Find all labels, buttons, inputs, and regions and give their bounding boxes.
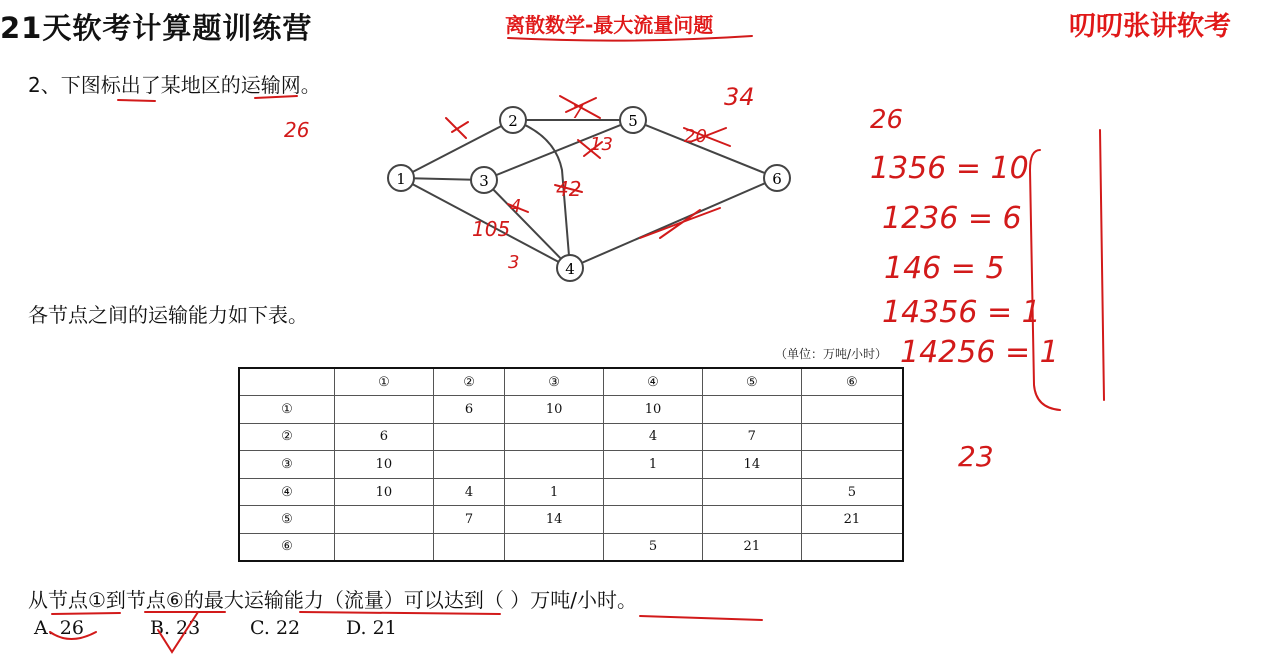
table-cell: [505, 533, 604, 561]
note-34: 34: [724, 83, 755, 111]
table-cell: 4: [433, 478, 504, 506]
table-cell: ⑤: [239, 506, 335, 534]
table-row: [239, 396, 903, 424]
table-cell: [702, 478, 801, 506]
node-3: [471, 167, 497, 193]
table-cell: 21: [801, 506, 903, 534]
table-header-cell: ③: [505, 368, 604, 396]
table-cell: ⑥: [239, 533, 335, 561]
table-cell: [604, 478, 703, 506]
note-13: 13: [590, 134, 613, 155]
table-cell: [702, 396, 801, 424]
note-42: 42: [556, 177, 582, 201]
edge-4-6: [570, 178, 777, 268]
table-header-cell: [239, 368, 335, 396]
table-cell: [433, 423, 504, 451]
table-cell: [702, 506, 801, 534]
table-cell: 10: [335, 478, 434, 506]
note-3: 3: [508, 252, 520, 273]
table-cell: 1: [604, 451, 703, 479]
note-20: 20: [684, 126, 707, 147]
table-cell: [335, 533, 434, 561]
option-a[interactable]: A. 26: [34, 617, 84, 639]
table-header-cell: ④: [604, 368, 703, 396]
table-cell: 5: [801, 478, 903, 506]
table-header-cell: ⑤: [702, 368, 801, 396]
capacity-table: [238, 367, 904, 562]
node-3-label: 3: [479, 172, 489, 190]
question-intro: 2、下图标出了某地区的运输网。: [28, 73, 321, 97]
unit-note: （单位：万吨/小时）: [775, 347, 888, 361]
table-cell: [335, 396, 434, 424]
table-cell: [604, 506, 703, 534]
note-26-left: 26: [284, 118, 310, 142]
option-d[interactable]: D. 21: [346, 617, 397, 639]
course-title: 21天软考计算题训练营: [0, 11, 313, 45]
table-cell: [433, 533, 504, 561]
path-line-4: 14356 = 1: [882, 295, 1041, 330]
path-line-3: 146 = 5: [884, 251, 1005, 286]
table-cell: 4: [604, 423, 703, 451]
brand-title: 叨叨张讲软考: [1069, 11, 1231, 42]
table-cell: [433, 451, 504, 479]
node-2-label: 2: [508, 112, 518, 130]
path-line-1: 1356 = 10: [870, 151, 1029, 186]
node-2: [500, 107, 526, 133]
table-cell: 14: [702, 451, 801, 479]
table-cell: 21: [702, 533, 801, 561]
paths-bracket-right: [1100, 130, 1104, 400]
path-line-5: 14256 = 1: [900, 335, 1059, 370]
table-cell: [801, 451, 903, 479]
note-26-total: 26: [870, 105, 904, 135]
table-cell: ③: [239, 451, 335, 479]
option-b[interactable]: B. 23: [150, 617, 201, 639]
table-cell: [505, 423, 604, 451]
table-cell: 14: [505, 506, 604, 534]
table-cell: 5: [604, 533, 703, 561]
node-6: [764, 165, 790, 191]
underline-ask-4: [640, 616, 762, 620]
note-105: 105: [472, 217, 511, 241]
topic-title: 离散数学-最大流量问题: [505, 13, 714, 37]
table-cell: [335, 506, 434, 534]
option-c[interactable]: C. 22: [250, 617, 301, 639]
node-6-label: 6: [772, 170, 782, 188]
table-row: [239, 423, 903, 451]
table-cell: [801, 423, 903, 451]
table-cell: 10: [505, 396, 604, 424]
table-cell: 10: [604, 396, 703, 424]
note-4: 4: [510, 196, 522, 217]
table-cell: 6: [335, 423, 434, 451]
edge-2-4: [513, 120, 570, 268]
note-23: 23: [958, 440, 994, 473]
edge-5-6: [633, 120, 777, 178]
node-5: [620, 107, 646, 133]
table-header-row: [239, 368, 903, 396]
edge-3-4: [484, 180, 570, 268]
table-row: [239, 533, 903, 561]
table-cell: [801, 533, 903, 561]
note-7: 7: [572, 102, 584, 123]
underline-tu: [118, 100, 155, 101]
table-cell: ②: [239, 423, 335, 451]
table-cell: 7: [702, 423, 801, 451]
table-cell: 7: [433, 506, 504, 534]
node-4: [557, 255, 583, 281]
table-cell: [801, 396, 903, 424]
node-1: [388, 165, 414, 191]
paths-bracket: [1030, 150, 1060, 410]
path-line-2: 1236 = 6: [882, 201, 1022, 236]
table-cell: 1: [505, 478, 604, 506]
table-header-cell: ②: [433, 368, 504, 396]
node-1-label: 1: [396, 170, 406, 188]
underline-ask-1: [52, 613, 120, 614]
node-4-label: 4: [565, 260, 575, 278]
table-caption: 各节点之间的运输能力如下表。: [28, 303, 308, 327]
table-row: [239, 451, 903, 479]
table-cell: ④: [239, 478, 335, 506]
transport-network-graph: [380, 95, 810, 295]
table-cell: 6: [433, 396, 504, 424]
table-header-cell: ①: [335, 368, 434, 396]
question-ask: 从节点①到节点⑥的最大运输能力（流量）可以达到（ ）万吨/小时。: [28, 588, 637, 612]
table-row: [239, 478, 903, 506]
table-cell: ①: [239, 396, 335, 424]
table-cell: [505, 451, 604, 479]
table-cell: 10: [335, 451, 434, 479]
edge-1-2: [401, 120, 513, 178]
node-5-label: 5: [628, 112, 638, 130]
table-header-cell: ⑥: [801, 368, 903, 396]
table-row: [239, 506, 903, 534]
